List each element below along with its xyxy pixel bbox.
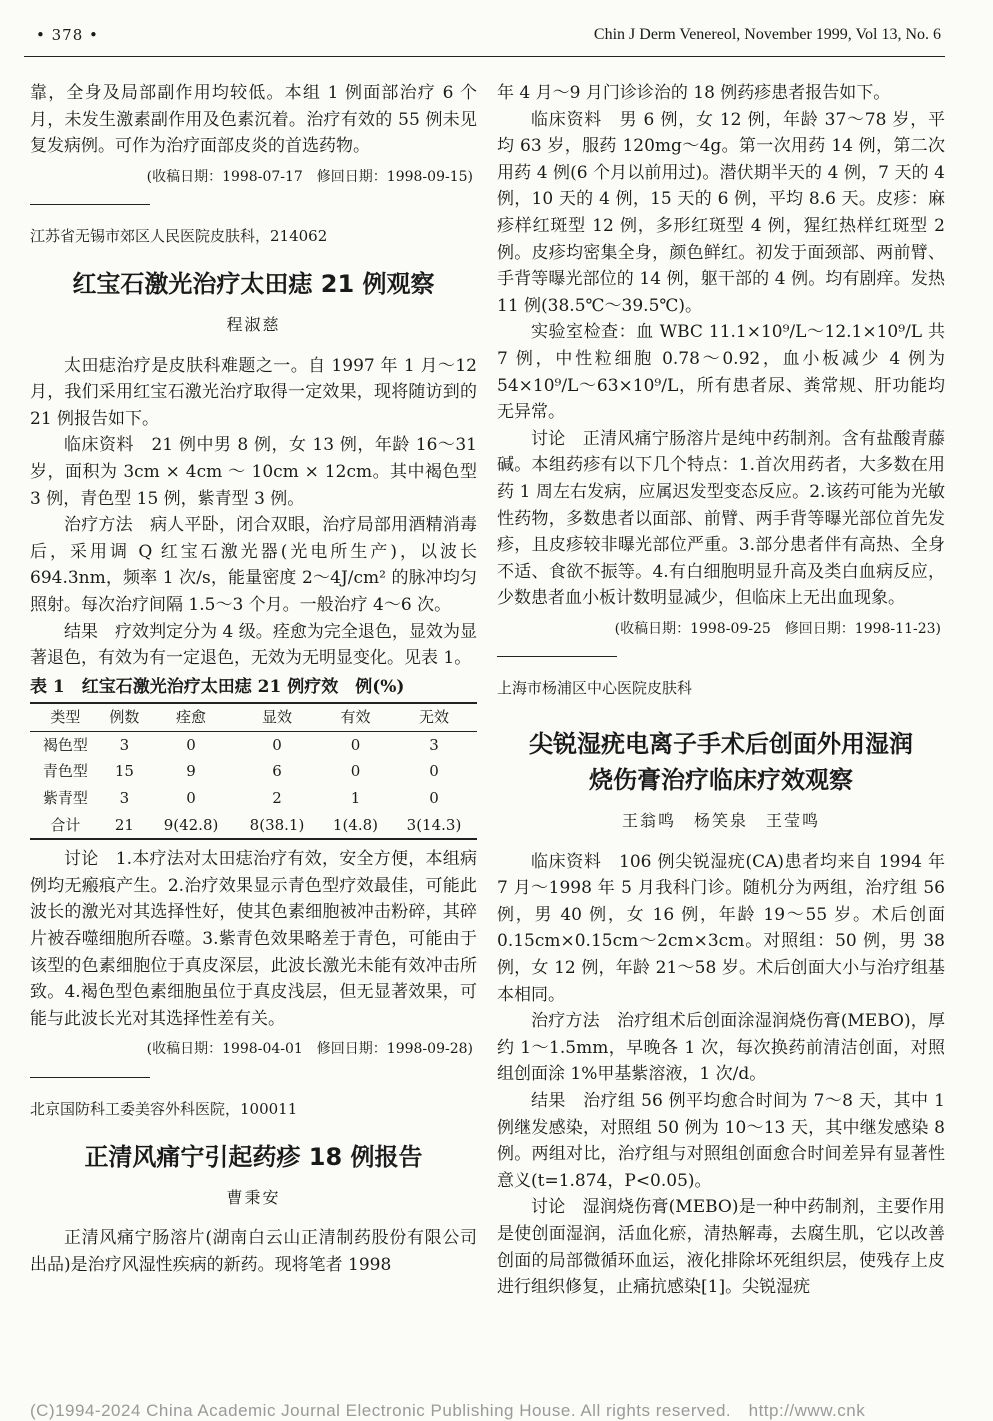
table-cell: 21	[114, 815, 134, 834]
table-cell: 0	[186, 735, 196, 754]
article-paragraph: 实验室检查：血 WBC 11.1×10⁹/L～12.1×10⁹/L 共 7 例，中性粒细胞 0.78～0.92，血小板减少 4 例为 54×10⁹/L～63×10⁹/L，所有患者尿、粪常规、肝功能均无异常。	[497, 322, 945, 423]
article-title-line: 尖锐湿疣电离子手术后创面外用湿润	[529, 730, 913, 759]
article-paragraph: 讨论 正清风痛宁肠溶片是纯中药制剂。含有盐酸青藤碱。本组药疹有以下几个特点：1.首次用药者，大多数在用药 1 周左右发病，应属迟发型变态反应。2.该药可能为光敏性药物，多数患者以面部、前臂、两手背等曝光部位首先发疹，且皮疹较非曝光部位严重。3.部分患者伴有高热、全身不适、食欲不振等。4.有白细胞明显升高及类白血病反应，少数患者血小板计数明显减少，但临床上无出血现象。	[497, 428, 945, 609]
copyright-watermark: (C)1994-2024 China Academic Journal Electronic Publishing House. All rights reserved. http://www.cnk	[30, 1401, 866, 1420]
article-title-line: 烧伤膏治疗临床疗效观察	[589, 766, 853, 795]
article-paragraph: 临床资料 106 例尖锐湿疣(CA)患者均来自 1994 年 7 月～1998 年 5 月我科门诊。随机分为两组，治疗组 56 例，男 40 例，女 16 例，年龄 19～55 岁。术后创面 0.15cm×0.15cm～2cm×3cm。对照组：50 例，男 38 例，女 12 例，年龄 21～58 岁。术后创面大小与治疗组基本相同。	[497, 851, 945, 1005]
table-row	[30, 731, 477, 758]
article-affiliation: 上海市杨浦区中心医院皮肤科	[497, 679, 693, 698]
table-cell: 8(38.1)	[249, 815, 305, 834]
table-header-cell: 例数	[109, 708, 140, 727]
table-cell: 15	[114, 762, 134, 781]
table-header-cell: 痊愈	[176, 708, 207, 727]
article-paragraph: 临床资料 男 6 例，女 12 例，年龄 37～78 岁，平均 63 岁，服药 120mg～4g。第一次用药 14 例，第二次用药 4 例(6 个月以前用过)。潜伏期半天的 4 例，7 天的 4 例，10 天的 4 例，15 天的 6 例，平均 8.6 天。皮疹：麻疹样红斑型 12 例，多形红斑型 4 例，猩红热样红斑型 2 例。皮疹均密集全身，颜色鲜红。初发于面颈部、两前臂、手背等曝光部位的 14 例，躯干部的 4 例。均有剧痒。发热 11 例(38.5℃～39.5℃)。	[497, 109, 945, 316]
table-row	[30, 812, 477, 840]
table-cell: 0	[350, 735, 361, 754]
results-table	[30, 702, 477, 840]
article-affiliation: 江苏省无锡市郊区人民医院皮肤科，214062	[30, 227, 328, 246]
table-cell: 0	[272, 735, 282, 754]
table-cell: 3	[429, 735, 439, 754]
article-title: 红宝石激光治疗太田痣 21 例观察	[72, 269, 435, 298]
section-divider	[30, 1077, 150, 1078]
article-paragraph: 太田痣治疗是皮肤科难题之一。自 1997 年 1 月～12 月，我们采用红宝石激光治疗取得一定效果，现将随访到的 21 例报告如下。	[30, 355, 477, 429]
right-column	[497, 80, 945, 1301]
article-affiliation: 北京国防科工委美容外科医院，100011	[30, 1100, 298, 1118]
article-author: 程淑慈	[226, 314, 281, 334]
article-paragraph: 临床资料 21 例中男 8 例，女 13 例，年龄 16～31 岁，面积为 3cm × 4cm ～ 10cm × 12cm。其中褐色型 3 例，青色型 15 例，紫青型 3 例。	[30, 435, 477, 509]
page-number: • 378 •	[36, 26, 99, 44]
article-author: 曹秉安	[226, 1187, 281, 1207]
article-title	[497, 726, 945, 798]
table-header-cell: 有效	[340, 708, 371, 727]
left-column	[30, 80, 477, 1278]
article-dates: (收稿日期：1998-09-25 修回日期：1998-11-23)	[614, 620, 941, 637]
article-author: 王翁鸣 杨笑泉 王莹鸣	[621, 811, 820, 831]
table-header-row	[30, 703, 477, 731]
article-paragraph: 正清风痛宁肠溶片(湖南白云山正清制药股份有限公司出品)是治疗风湿性疾病的新药。现将笔者 1998	[30, 1228, 477, 1275]
table-cell: 1	[350, 789, 361, 808]
article-paragraph: 结果 治疗组 56 例平均愈合时间为 7～8 天，其中 1 例继发感染，对照组 50 例为 10～13 天，其中继发感染 8 例。两组对比，治疗组与对照组创面愈合时间差异有显著性意义(t=1.874，P<0.05)。	[497, 1091, 945, 1191]
article-dates: (收稿日期：1998-07-17 修回日期：1998-09-15)	[146, 168, 473, 185]
table-cell: 3	[119, 735, 130, 754]
article-paragraph: 治疗方法 病人平卧，闭合双眼，治疗局部用酒精消毒后，采用调 Q 红宝石激光器(光电所生产)，以波长 694.3nm，频率 1 次/s，能量密度 2～4J/cm² 的脉冲均匀照射。每次治疗间隔 1.5～3 个月。一般治疗 4～6 次。	[30, 515, 477, 615]
continued-paragraph: 靠，全身及局部副作用均较低。本组 1 例面部治疗 6 个月，未发生激素副作用及色素沉着。治疗有效的 55 例未见复发病例。可作为治疗面部皮炎的首选药物。	[30, 83, 477, 157]
table-header-cell: 类型	[50, 708, 81, 727]
table-cell: 3(14.3)	[406, 815, 462, 834]
table-cell: 3	[119, 789, 130, 808]
table-cell: 0	[350, 762, 361, 781]
article-paragraph: 结果 疗效判定分为 4 级。痊愈为完全退色，显效为显著退色，有效为有一定退色，无效为无明显变化。见表 1。	[30, 621, 477, 669]
section-divider	[30, 204, 150, 205]
journal-citation: Chin J Derm Venereol, November 1999, Vol 13, No. 6	[593, 26, 941, 43]
article-dates: (收稿日期：1998-04-01 修回日期：1998-09-28)	[146, 1041, 473, 1058]
article-paragraph: 讨论 湿润烧伤膏(MEBO)是一种中药制剂，主要作用是使创面湿润，活血化瘀，清热解毒，去腐生肌，它以改善创面的局部微循环血运，液化排除坏死组织层，使残存上皮进行组织修复，止痛抗感染[1]。尖锐湿疣	[497, 1197, 945, 1298]
section-divider	[497, 656, 617, 657]
table-cell: 9(42.8)	[163, 815, 219, 834]
header-rule	[24, 56, 945, 57]
table-cell: 青色型	[42, 762, 88, 781]
table-cell: 紫青型	[42, 789, 88, 808]
article-paragraph: 治疗方法 治疗组术后创面涂湿润烧伤膏(MEBO)，厚约 1～1.5mm，早晚各 1 次，每次换药前清洁创面，对照组创面涂 1%甲基紫溶液，1 次/d。	[497, 1011, 945, 1085]
table-cell: 1(4.8)	[332, 815, 379, 834]
article-paragraph: 讨论 1.本疗法对太田痣治疗有效，安全方便，本组病例均无瘢痕产生。2.治疗效果显示青色型疗效最佳，可能此波长的激光对其选择性好，使其色素细胞被冲击粉碎，其碎片被吞噬细胞所吞噬。3.紫青色效果略差于青色，可能由于该型的色素细胞位于真皮深层，此波长激光未能有效冲击所致。4.褐色型色素细胞虽位于真皮浅层，但无显著效果，可能与此波长光对其选择性差有关。	[30, 849, 477, 1029]
table-cell: 2	[272, 789, 282, 808]
table-caption: 表 1 红宝石激光治疗太田痣 21 例疗效 例(%)	[30, 676, 405, 697]
table-cell: 6	[272, 762, 282, 781]
table-cell: 褐色型	[42, 735, 88, 754]
article-title: 正清风痛宁引起药疹 18 例报告	[84, 1142, 423, 1171]
table-row	[30, 758, 477, 785]
table-cell: 合计	[50, 815, 81, 834]
table-header-cell: 无效	[418, 708, 449, 727]
table-row	[30, 785, 477, 812]
table-cell: 0	[429, 762, 439, 781]
table-cell: 0	[429, 789, 439, 808]
table-header-cell: 显效	[262, 708, 293, 727]
table-cell: 9	[186, 762, 196, 781]
table-cell: 0	[186, 789, 196, 808]
article-paragraph: 年 4 月～9 月门诊诊治的 18 例药疹患者报告如下。	[497, 83, 891, 103]
